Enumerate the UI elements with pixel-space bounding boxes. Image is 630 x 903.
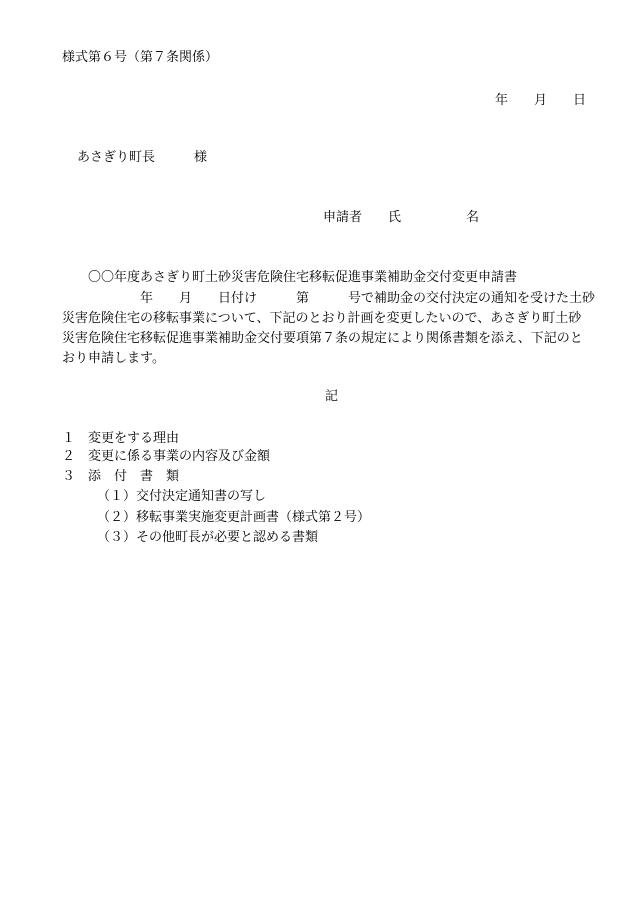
document-title: 〇〇年度あさぎり町土砂災害危険住宅移転促進事業補助金交付変更申請書 bbox=[88, 270, 518, 285]
form-number: 様式第６号（第７条関係） bbox=[62, 50, 219, 65]
ki-heading: 記 bbox=[324, 389, 338, 404]
body-line: おり申請します。 bbox=[62, 351, 165, 366]
recipient: あさぎり町長 様 bbox=[77, 150, 208, 165]
body-line: 年 月 日付け 第 号で補助金の交付決定の通知を受けた土砂 bbox=[62, 291, 596, 306]
attachment-item: （１）交付決定通知書の写し bbox=[97, 489, 267, 504]
list-item: ２ 変更に係る事業の内容及び金額 bbox=[62, 449, 271, 464]
date-line: 年 月 日 bbox=[494, 93, 586, 108]
list-item: １ 変更をする理由 bbox=[62, 431, 180, 446]
attachment-item: （２）移転事業実施変更計画書（様式第２号） bbox=[97, 510, 371, 525]
body-paragraph bbox=[62, 289, 604, 369]
applicant-line: 申請者 氏 名 bbox=[323, 210, 480, 225]
attachment-item: （３）その他町長が必要と認める書類 bbox=[97, 530, 319, 545]
body-line: 災害危険住宅の移転事業について、下記のとおり計画を変更したいので、あさぎり町土砂 bbox=[62, 311, 582, 326]
body-line: 災害危険住宅移転促進事業補助金交付要項第７条の規定により関係書類を添え、下記のと bbox=[62, 331, 583, 346]
list-item: ３ 添 付 書 類 bbox=[62, 469, 180, 484]
